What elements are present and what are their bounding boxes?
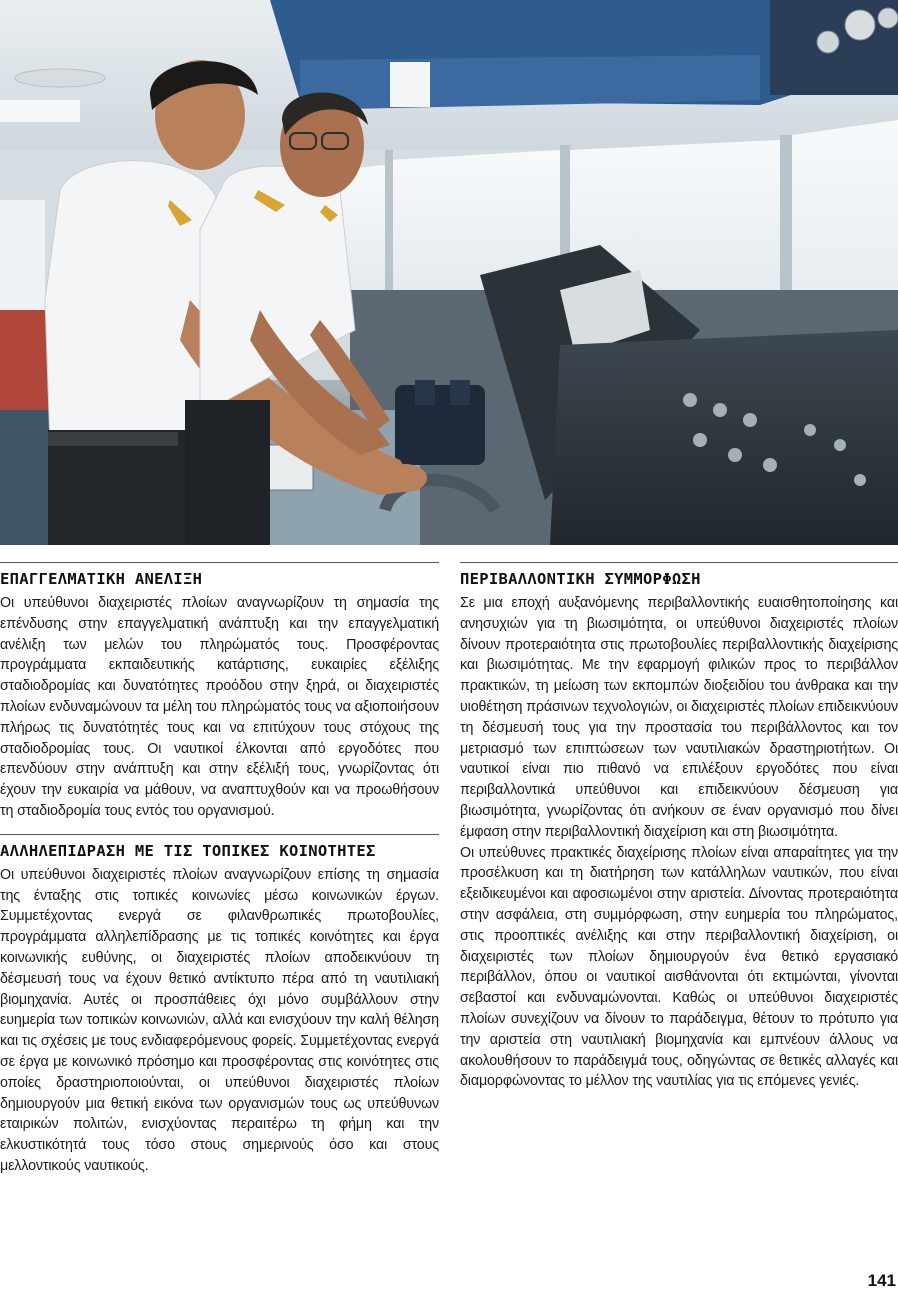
section-heading-professional-development: ΕΠΑΓΓΕΛΜΑΤΙΚΗ ΑΝΕΛΙΞΗ (0, 570, 203, 588)
section-body-conclusion: Οι υπεύθυνες πρακτικές διαχείρισης πλοίων είναι απαραίτητες για την προσέλκυση και τη διατήρηση των κατάλληλων ναυτικών, που είναι εξειδικευμένοι και αφοσιωμένοι στην αριστεία. Δίνοντας προτεραιότητα στην ασφάλεια, στη συμμόρφωση, στην ευημερία του πληρώματος, στις προοπτικές ανέλιξης και στην περιβαλλοντική διαχείριση, οι διαχειριστές των πλοίων δημιουργούν ένα θετικό εργασιακό περιβάλλον, όπου οι ναυτικοί αισθάνονται ότι εκτιμώνται, γίνονται σεβαστοί και ενδυναμώνονται. Καθώς οι υπεύθυνοι διαχειριστές πλοίων συνεχίζουν να δίνουν το παράδειγμα, θέτουν το πρότυπο για την αριστεία στη ναυτιλιακή βιομηχανία και εμπνέουν άλλους να ακολουθήσουν το παράδειγμά τους, οδηγώντας σε θετικές αλλαγές και διαμορφώνοντας το μέλλον της ναυτιλίας για τις επόμενες γενιές. (460, 844, 898, 1090)
page-number: 141 (867, 1271, 896, 1290)
section-divider (0, 562, 439, 563)
section-divider (0, 834, 439, 835)
section-body-professional-development: Οι υπεύθυνοι διαχειριστές πλοίων αναγνωρίζουν τη σημασία της επένδυσης στην επαγγελματική ανάπτυξη και την επαγγελματική ανέλιξη των μελών του πληρώματός τους. Προσφέροντας προγράμματα εκπαιδευτικής κατάρτισης, ευκαιρίες εξέλιξης σταδιοδρομίας και δυνατότητες προόδου στην ξηρά, οι διαχειριστές πλοίων ενδυναμώνουν τα μέλη του πληρώματός τους να αξιοποιήσουν πλήρως τις δυνατότητές τους και να επιτύχουν τους στόχους της σταδιοδρομίας τους. Οι ναυτικοί έλκονται από εργοδότες που επενδύουν στην ανάπτυξη και στην εξέλιξή τους, γνωρίζοντας ότι έχουν την ευκαιρία να μάθουν, να αναπτυχθούν και να προωθήσουν τη σταδιοδρομία τους εντός του οργανισμού. (0, 595, 439, 819)
section-body-environmental-compliance: Σε μια εποχή αυξανόμενης περιβαλλοντικής ευαισθητοποίησης και ανησυχιών για τη βιωσιμότητα, οι υπεύθυνοι διαχειριστές πλοίων δίνουν προτεραιότητα στις πρωτοβουλίες περιβαλλοντικής διαχείρισης και βιωσιμότητας. Με την εφαρμογή φιλικών προς το περιβάλλον πρακτικών, τη μείωση των εκπομπών διοξειδίου του άνθρακα και την υιοθέτηση πράσινων τεχνολογιών, οι διαχειριστές πλοίων επιδεικνύουν τη δέσμευσή τους για την προστασία του περιβάλλοντος και τον μετριασμό των επιπτώσεων των ναυτιλιακών δραστηριοτήτων. Οι ναυτικοί είναι πιο πιθανό να επιλέξουν εργοδότες που είναι περιβαλλοντικά υπεύθυνοι και επιδεικνύουν δέσμευση για βιωσιμότητα, γνωρίζοντας ότι ανήκουν σε έναν οργανισμό που δίνει έμφαση στην περιβαλλοντική διαχείριση και στη βιωσιμότητα. (460, 595, 898, 840)
section-body-community-engagement: Οι υπεύθυνοι διαχειριστές πλοίων αναγνωρίζουν επίσης τη σημασία της ένταξης στις τοπικές κοινωνίες μέσω κοινωνικών έργων. Συμμετέχοντας ενεργά σε φιλανθρωπικές πρωτοβουλίες, προγράμματα αλληλεπίδρασης με τις τοπικές κοινότητες και έργα κοινωνικής ευθύνης, οι διαχειριστές πλοίων αποδεικνύουν τη δέσμευσή τους να έχουν θετικό αντίκτυπο πέρα από τη ναυτιλιακή βιομηχανία. Αυτές οι προσπάθειες όχι μόνο συμβάλλουν στην ευημερία των τοπικών κοινωνιών, αλλά και ενισχύουν την καλή θέληση και τις σχέσεις με τους ενδιαφερόμενους φορείς. Συμμετέχοντας ενεργά σε έργα με κοινωνικό πρόσημο και προσφέροντας στις κοινότητες στις οποίες δραστηριοποιούνται, οι υπεύθυνοι διαχειριστές πλοίων δημιουργούν μια θετική εικόνα των οργανισμών τους ως υπεύθυνων εταιρικών πολιτών, ενισχύοντας περαιτέρω τη φήμη και την ελκυστικότητά τους τόσο στους σημερινούς όσο και στους μελλοντικούς ναυτικούς. (0, 866, 440, 1174)
ship-bridge-photo (0, 0, 898, 545)
section-heading-environmental-compliance: ΠΕΡΙΒΑΛΛΟΝΤΙΚΗ ΣΥΜΜΟΡΦΩΣΗ (460, 570, 701, 588)
section-heading-community-engagement: ΑΛΛΗΛΕΠΙΔΡΑΣΗ ΜΕ ΤΙΣ ΤΟΠΙΚΕΣ ΚΟΙΝΟΤΗΤΕΣ (0, 841, 376, 860)
section-divider (460, 562, 898, 563)
ship-bridge-illustration (0, 0, 898, 545)
right-column (460, 562, 898, 1092)
left-column (0, 562, 439, 1177)
